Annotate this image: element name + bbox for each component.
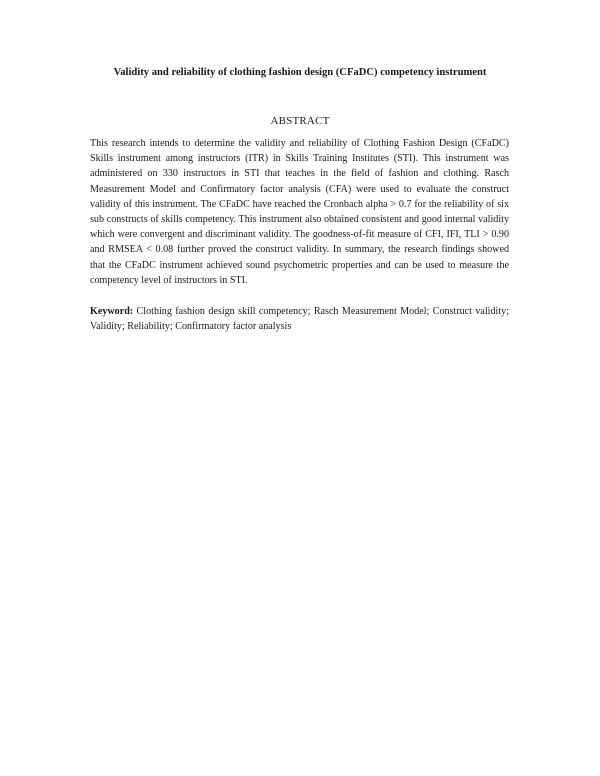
keywords-label: Keyword: — [90, 306, 134, 317]
keywords-text: Clothing fashion design skill competency; Rasch Measurement Model; Construct validity; Validity; Reliability; Confirmatory factor analysis — [90, 306, 509, 333]
abstract-body: This research intends to determine the validity and reliability of Clothing Fashion Design (CFaDC) Skills instrument among instructors (ITR) in Skills Training Institutes (STI). This instrument was administered on 330 instructors in STI that teaches in the field of fashion and clothing. Rasch Measurement Model and Confirmatory factor analysis (CFA) were used to evaluate the construct validity of this instrument. The CFaDC have reached the Cronbach alpha > 0.7 for the reliability of six sub constructs of skills competency. This instrument also obtained consistent and good internal validity which were convergent and discriminant validity. The goodness-of-fit measure of CFI, IFI, TLI > 0.90 and RMSEA < 0.08 further proved the construct validity. In summary, the research findings showed that the CFaDC instrument achieved sound psychometric properties and can be used to measure the competency level of instructors in STI. — [90, 138, 509, 286]
paper-title: Validity and reliability of clothing fashion design (CFaDC) competency instrument — [113, 67, 487, 78]
abstract-heading: ABSTRACT — [270, 115, 330, 127]
keywords-paragraph — [90, 304, 509, 334]
